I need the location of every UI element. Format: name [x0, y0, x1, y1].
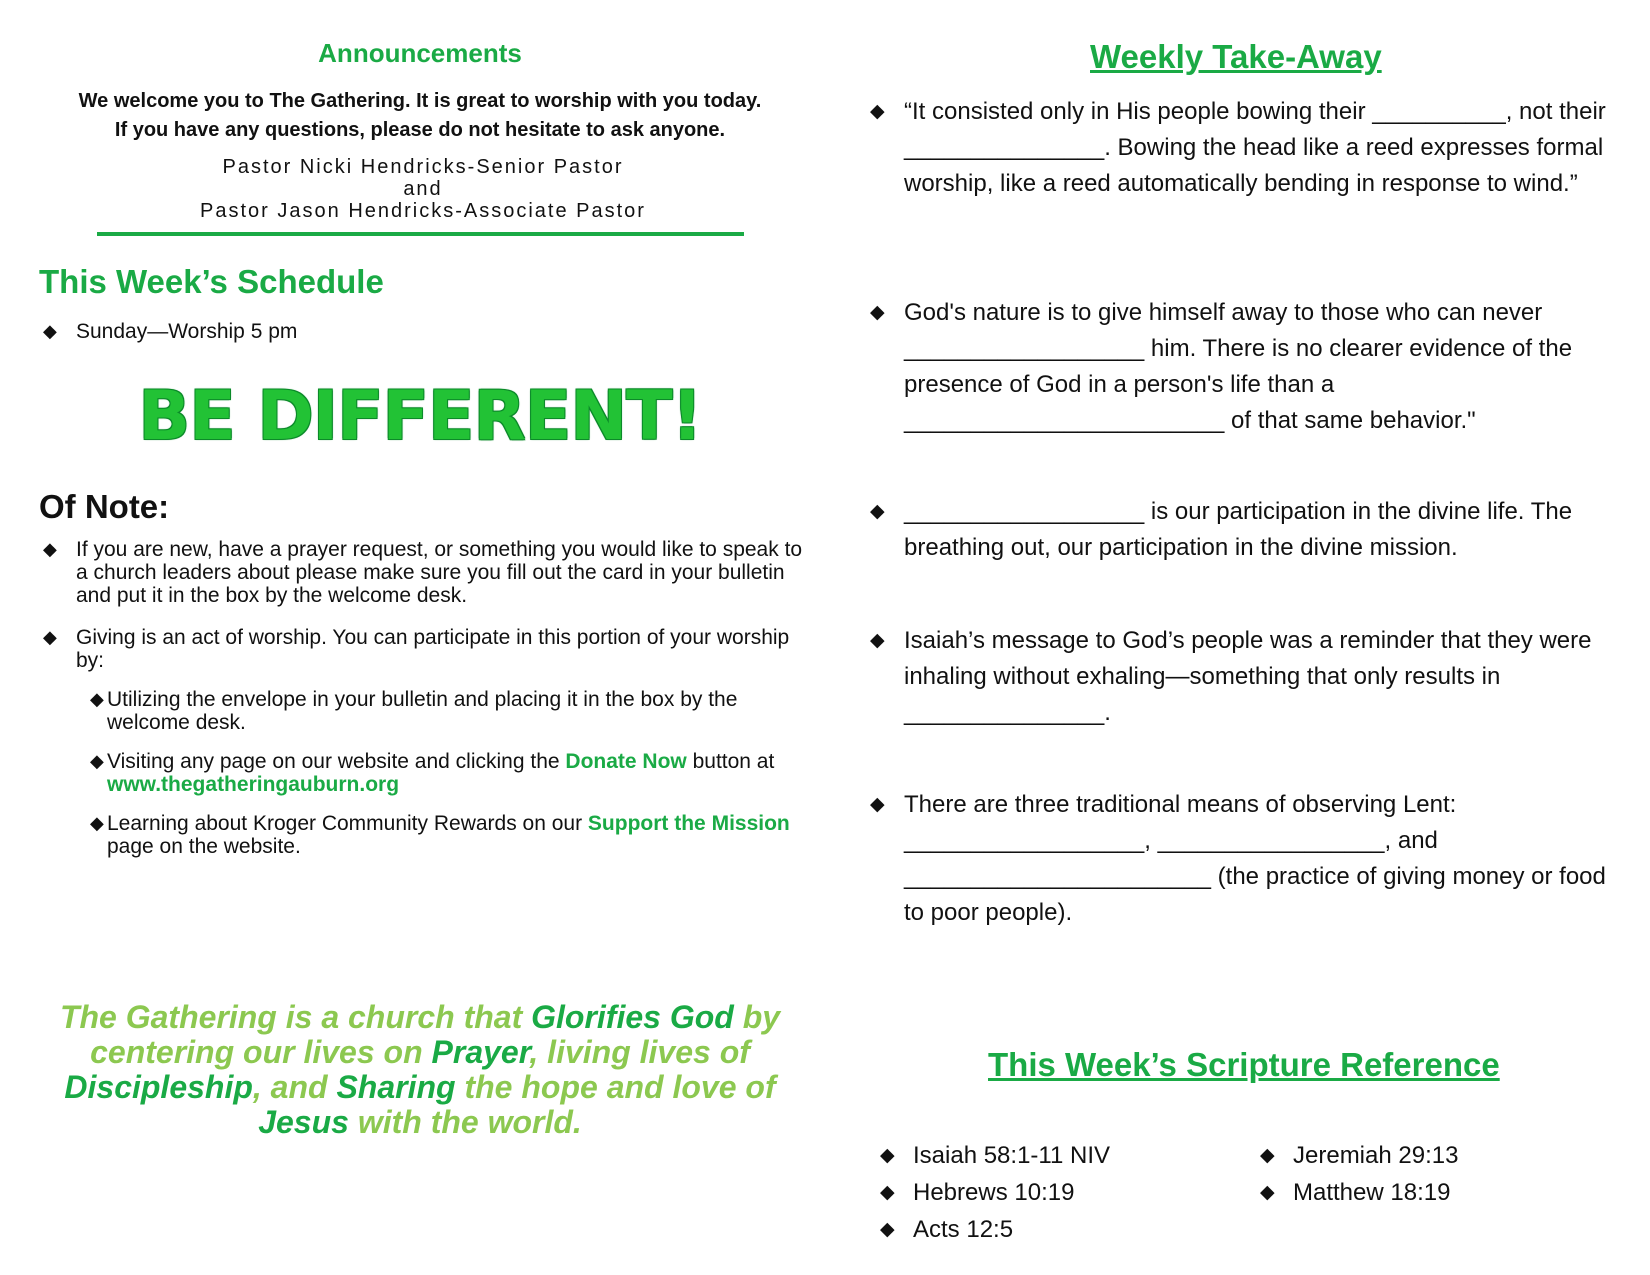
pastors-and: and — [403, 178, 443, 200]
diamond-bullet-icon: ◆ — [1260, 1182, 1275, 1203]
welcome-message — [0, 87, 840, 145]
diamond-bullet-icon: ◆ — [870, 302, 885, 323]
support-the-mission-link[interactable]: Support the Mission — [587, 812, 790, 835]
giving-website-text-2: button at — [686, 750, 775, 773]
pastors-block — [0, 156, 846, 222]
mission-keyword: Prayer — [431, 1034, 530, 1070]
takeaway-item-text: God's nature is to give himself away to those who can never __________________ him. There is no clearer evidence of the presence of God in a person's life than a ________________________ of that same behavior." — [904, 299, 1573, 434]
diamond-bullet-icon: ◆ — [870, 794, 885, 815]
schedule-title: This Week’s Schedule — [39, 263, 384, 300]
of-note-title: Of Note: — [39, 488, 170, 525]
diamond-bullet-icon: ◆ — [90, 689, 104, 709]
mission-statement — [20, 1000, 820, 1140]
mission-text: The Gathering is a church that — [59, 999, 532, 1035]
kroger-text: Learning about Kroger Community Rewards on our — [107, 812, 588, 835]
associate-pastor: Pastor Jason Hendricks-Associate Pastor — [200, 200, 646, 222]
scripture-reference-title: This Week’s Scripture Reference — [988, 1046, 1500, 1083]
be-different-banner: BE DIFFERENT! — [138, 377, 702, 456]
scripture-ref-text: Hebrews 10:19 — [913, 1179, 1075, 1206]
website-url-link[interactable]: www.thegatheringauburn.org — [107, 773, 400, 796]
note-item-text: If you are new, have a prayer request, or something you would like to speak to a church leaders about please make sure you fill out the card in your bulletin and put it in the box by the welcome desk. — [76, 538, 803, 607]
mission-text: by centering our lives on — [90, 999, 781, 1070]
diamond-bullet-icon: ◆ — [880, 1145, 895, 1166]
donate-now-link[interactable]: Donate Now — [565, 750, 687, 773]
mission-keyword: Sharing — [336, 1069, 456, 1105]
diamond-bullet-icon: ◆ — [880, 1219, 895, 1240]
diamond-bullet-icon: ◆ — [1260, 1145, 1275, 1166]
diamond-bullet-icon: ◆ — [870, 101, 885, 122]
diamond-bullet-icon: ◆ — [90, 751, 104, 771]
note-item-text: Giving is an act of worship. You can participate in this portion of your worship by: — [76, 626, 790, 672]
diamond-bullet-icon: ◆ — [870, 630, 885, 651]
mission-keyword: Discipleship — [64, 1069, 253, 1105]
giving-option-text — [107, 750, 810, 796]
scripture-ref-text: Isaiah 58:1-11 NIV — [913, 1142, 1111, 1169]
mission-text: with the world. — [348, 1104, 582, 1140]
giving-option-text: Utilizing the envelope in your bulletin and placing it in the box by the welcome desk. — [107, 688, 738, 734]
diamond-bullet-icon: ◆ — [880, 1182, 895, 1203]
diamond-bullet-icon: ◆ — [870, 501, 885, 522]
giving-option-text — [107, 812, 810, 858]
diamond-bullet-icon: ◆ — [43, 321, 57, 341]
welcome-line-2: If you have any questions, please do not hesitate to ask anyone. — [114, 119, 726, 141]
mission-text: , and — [252, 1069, 337, 1105]
weekly-takeaway-title: Weekly Take-Away — [1090, 38, 1382, 75]
kroger-text-2: page on the website. — [107, 835, 301, 858]
mission-keyword: Jesus — [258, 1104, 349, 1140]
welcome-line-1: We welcome you to The Gathering. It is great to worship with you today. — [78, 90, 762, 112]
diamond-bullet-icon: ◆ — [43, 539, 57, 559]
scripture-ref-text: Matthew 18:19 — [1293, 1179, 1451, 1206]
takeaway-item-text: There are three traditional means of observing Lent: __________________, _________________, and _______________________ (the practice of giving money or food to poor people). — [904, 791, 1606, 926]
mission-text: , living lives of — [529, 1034, 750, 1070]
takeaway-item-text: Isaiah’s message to God’s people was a reminder that they were inhaling without exhaling—something that only results in _______________. — [904, 627, 1592, 726]
senior-pastor: Pastor Nicki Hendricks-Senior Pastor — [222, 156, 624, 178]
mission-keyword: Glorifies God — [531, 999, 734, 1035]
scripture-ref-text: Jeremiah 29:13 — [1293, 1142, 1459, 1169]
takeaway-item-text: __________________ is our participation in the divine life. The breathing out, our participation in the divine mission. — [904, 498, 1573, 561]
diamond-bullet-icon: ◆ — [43, 627, 57, 647]
divider — [97, 232, 744, 236]
diamond-bullet-icon: ◆ — [90, 813, 104, 833]
scripture-ref-text: Acts 12:5 — [913, 1216, 1014, 1243]
takeaway-item-text: “It consisted only in His people bowing their __________, not their _______________. Bowing the head like a reed expresses formal worship, like a reed automatically bending in response to wind.” — [904, 98, 1606, 197]
mission-text: the hope and love of — [455, 1069, 776, 1105]
announcements-title: Announcements — [318, 38, 522, 68]
giving-website-text: Visiting any page on our website and clicking the — [107, 750, 566, 773]
